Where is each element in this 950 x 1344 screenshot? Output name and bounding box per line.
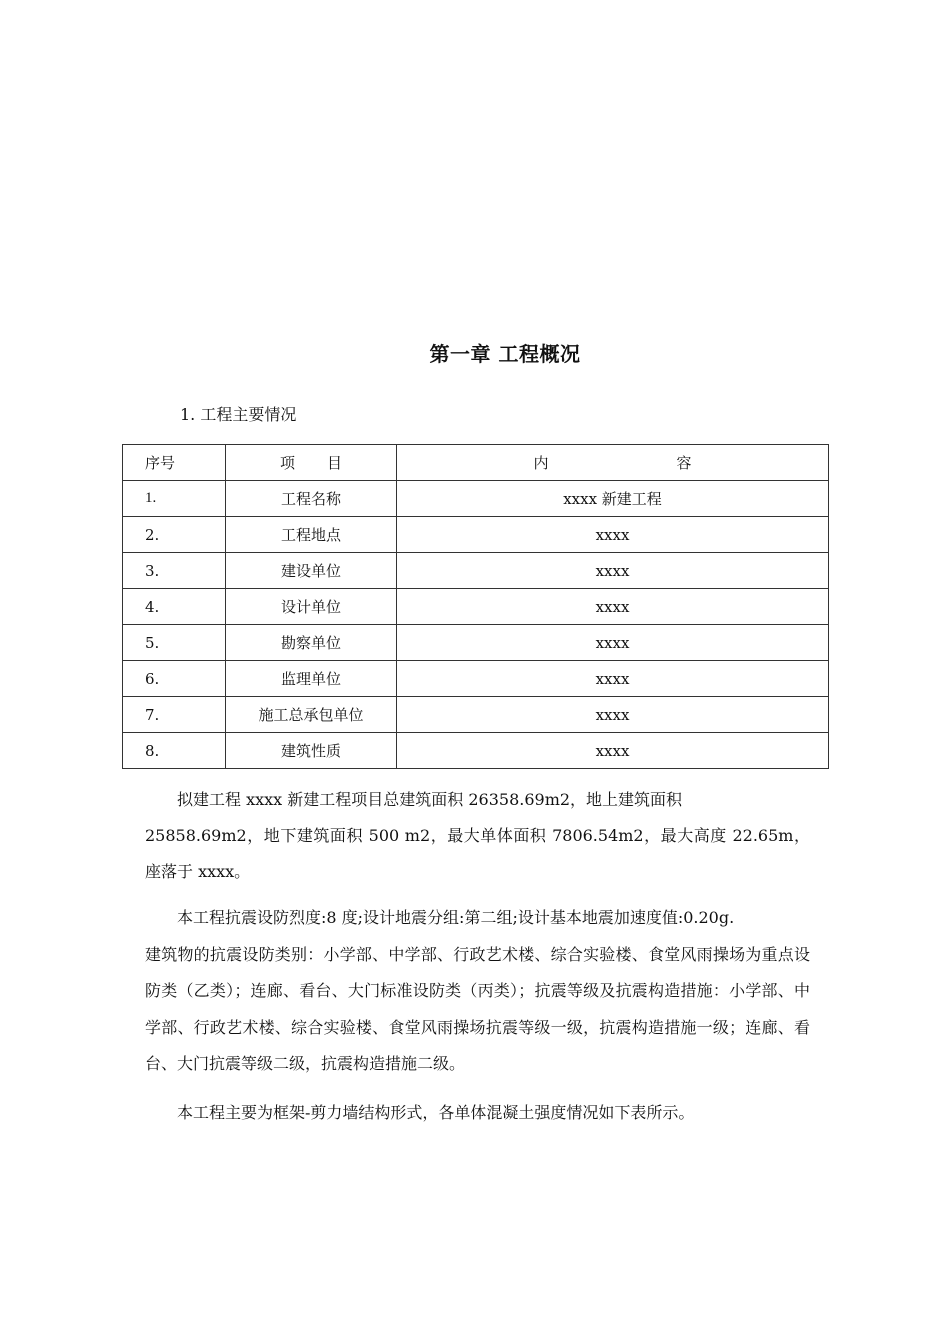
project-overview-table — [122, 444, 829, 769]
table-row — [123, 553, 829, 589]
table-row — [123, 625, 829, 661]
paragraph-area — [145, 782, 810, 890]
row-item: 施工总承包单位 — [226, 697, 397, 733]
header-item-right: 目 — [327, 454, 343, 472]
paragraph-structure-text: 本工程主要为框架-剪力墙结构形式，各单体混凝土强度情况如下表所示。 — [177, 1103, 695, 1122]
paragraph-seismic-line1: 本工程抗震设防烈度:8 度;设计地震分组:第二组;设计基本地震加速度值:0.20g. — [177, 908, 735, 927]
row-item: 工程名称 — [226, 481, 397, 517]
chapter-title: 第一章 工程概况 — [429, 342, 581, 366]
row-item: 建筑性质 — [226, 733, 397, 769]
row-seq: 8. — [123, 733, 226, 769]
paragraph-area-line1: 拟建工程 xxxx 新建工程项目总建筑面积 26358.69m2，地上建筑面积 — [177, 790, 683, 809]
paragraph-area-rest: 25858.69m2，地下建筑面积 500 m2，最大单体面积 7806.54m2，最大高度 22.65m，座落于 xxxx。 — [145, 826, 810, 881]
table-row — [123, 517, 829, 553]
row-content: xxxx — [397, 625, 829, 661]
row-seq: 4. — [123, 589, 226, 625]
table-row — [123, 589, 829, 625]
paragraph-seismic — [145, 900, 810, 1083]
table-row — [123, 697, 829, 733]
header-content — [397, 445, 829, 481]
header-item-left: 项 — [279, 454, 295, 472]
row-content: xxxx 新建工程 — [397, 481, 829, 517]
row-item: 工程地点 — [226, 517, 397, 553]
row-content: xxxx — [397, 697, 829, 733]
row-seq: 6. — [123, 661, 226, 697]
paragraph-seismic-rest: 建筑物的抗震设防类别：小学部、中学部、行政艺术楼、综合实验楼、食堂风雨操场为重点设防类（乙类）；连廊、看台、大门标准设防类（丙类）；抗震等级及抗震构造措施：小学部、中学部、行政艺术楼、综合实验楼、食堂风雨操场抗震等级一级，抗震构造措施一级；连廊、看台、大门抗震等级二级，抗震构造措施二级。 — [145, 944, 810, 1073]
row-item: 勘察单位 — [226, 625, 397, 661]
header-content-right: 容 — [676, 454, 692, 472]
row-content: xxxx — [397, 661, 829, 697]
table-row — [123, 481, 829, 517]
row-seq: 5. — [123, 625, 226, 661]
row-item: 设计单位 — [226, 589, 397, 625]
row-item: 建设单位 — [226, 553, 397, 589]
paragraph-structure — [145, 1095, 810, 1131]
row-seq: 7. — [123, 697, 226, 733]
row-seq: 3. — [123, 553, 226, 589]
table-header-row — [123, 445, 829, 481]
row-seq: 2. — [123, 517, 226, 553]
row-seq: 1. — [123, 481, 226, 517]
row-content: xxxx — [397, 589, 829, 625]
header-item — [226, 445, 397, 481]
row-item: 监理单位 — [226, 661, 397, 697]
header-content-left: 内 — [533, 454, 549, 472]
table-row — [123, 733, 829, 769]
header-seq: 序号 — [123, 445, 226, 481]
table-row — [123, 661, 829, 697]
row-content: xxxx — [397, 733, 829, 769]
section-heading: 1. 工程主要情况 — [180, 405, 297, 424]
row-content: xxxx — [397, 553, 829, 589]
row-content: xxxx — [397, 517, 829, 553]
